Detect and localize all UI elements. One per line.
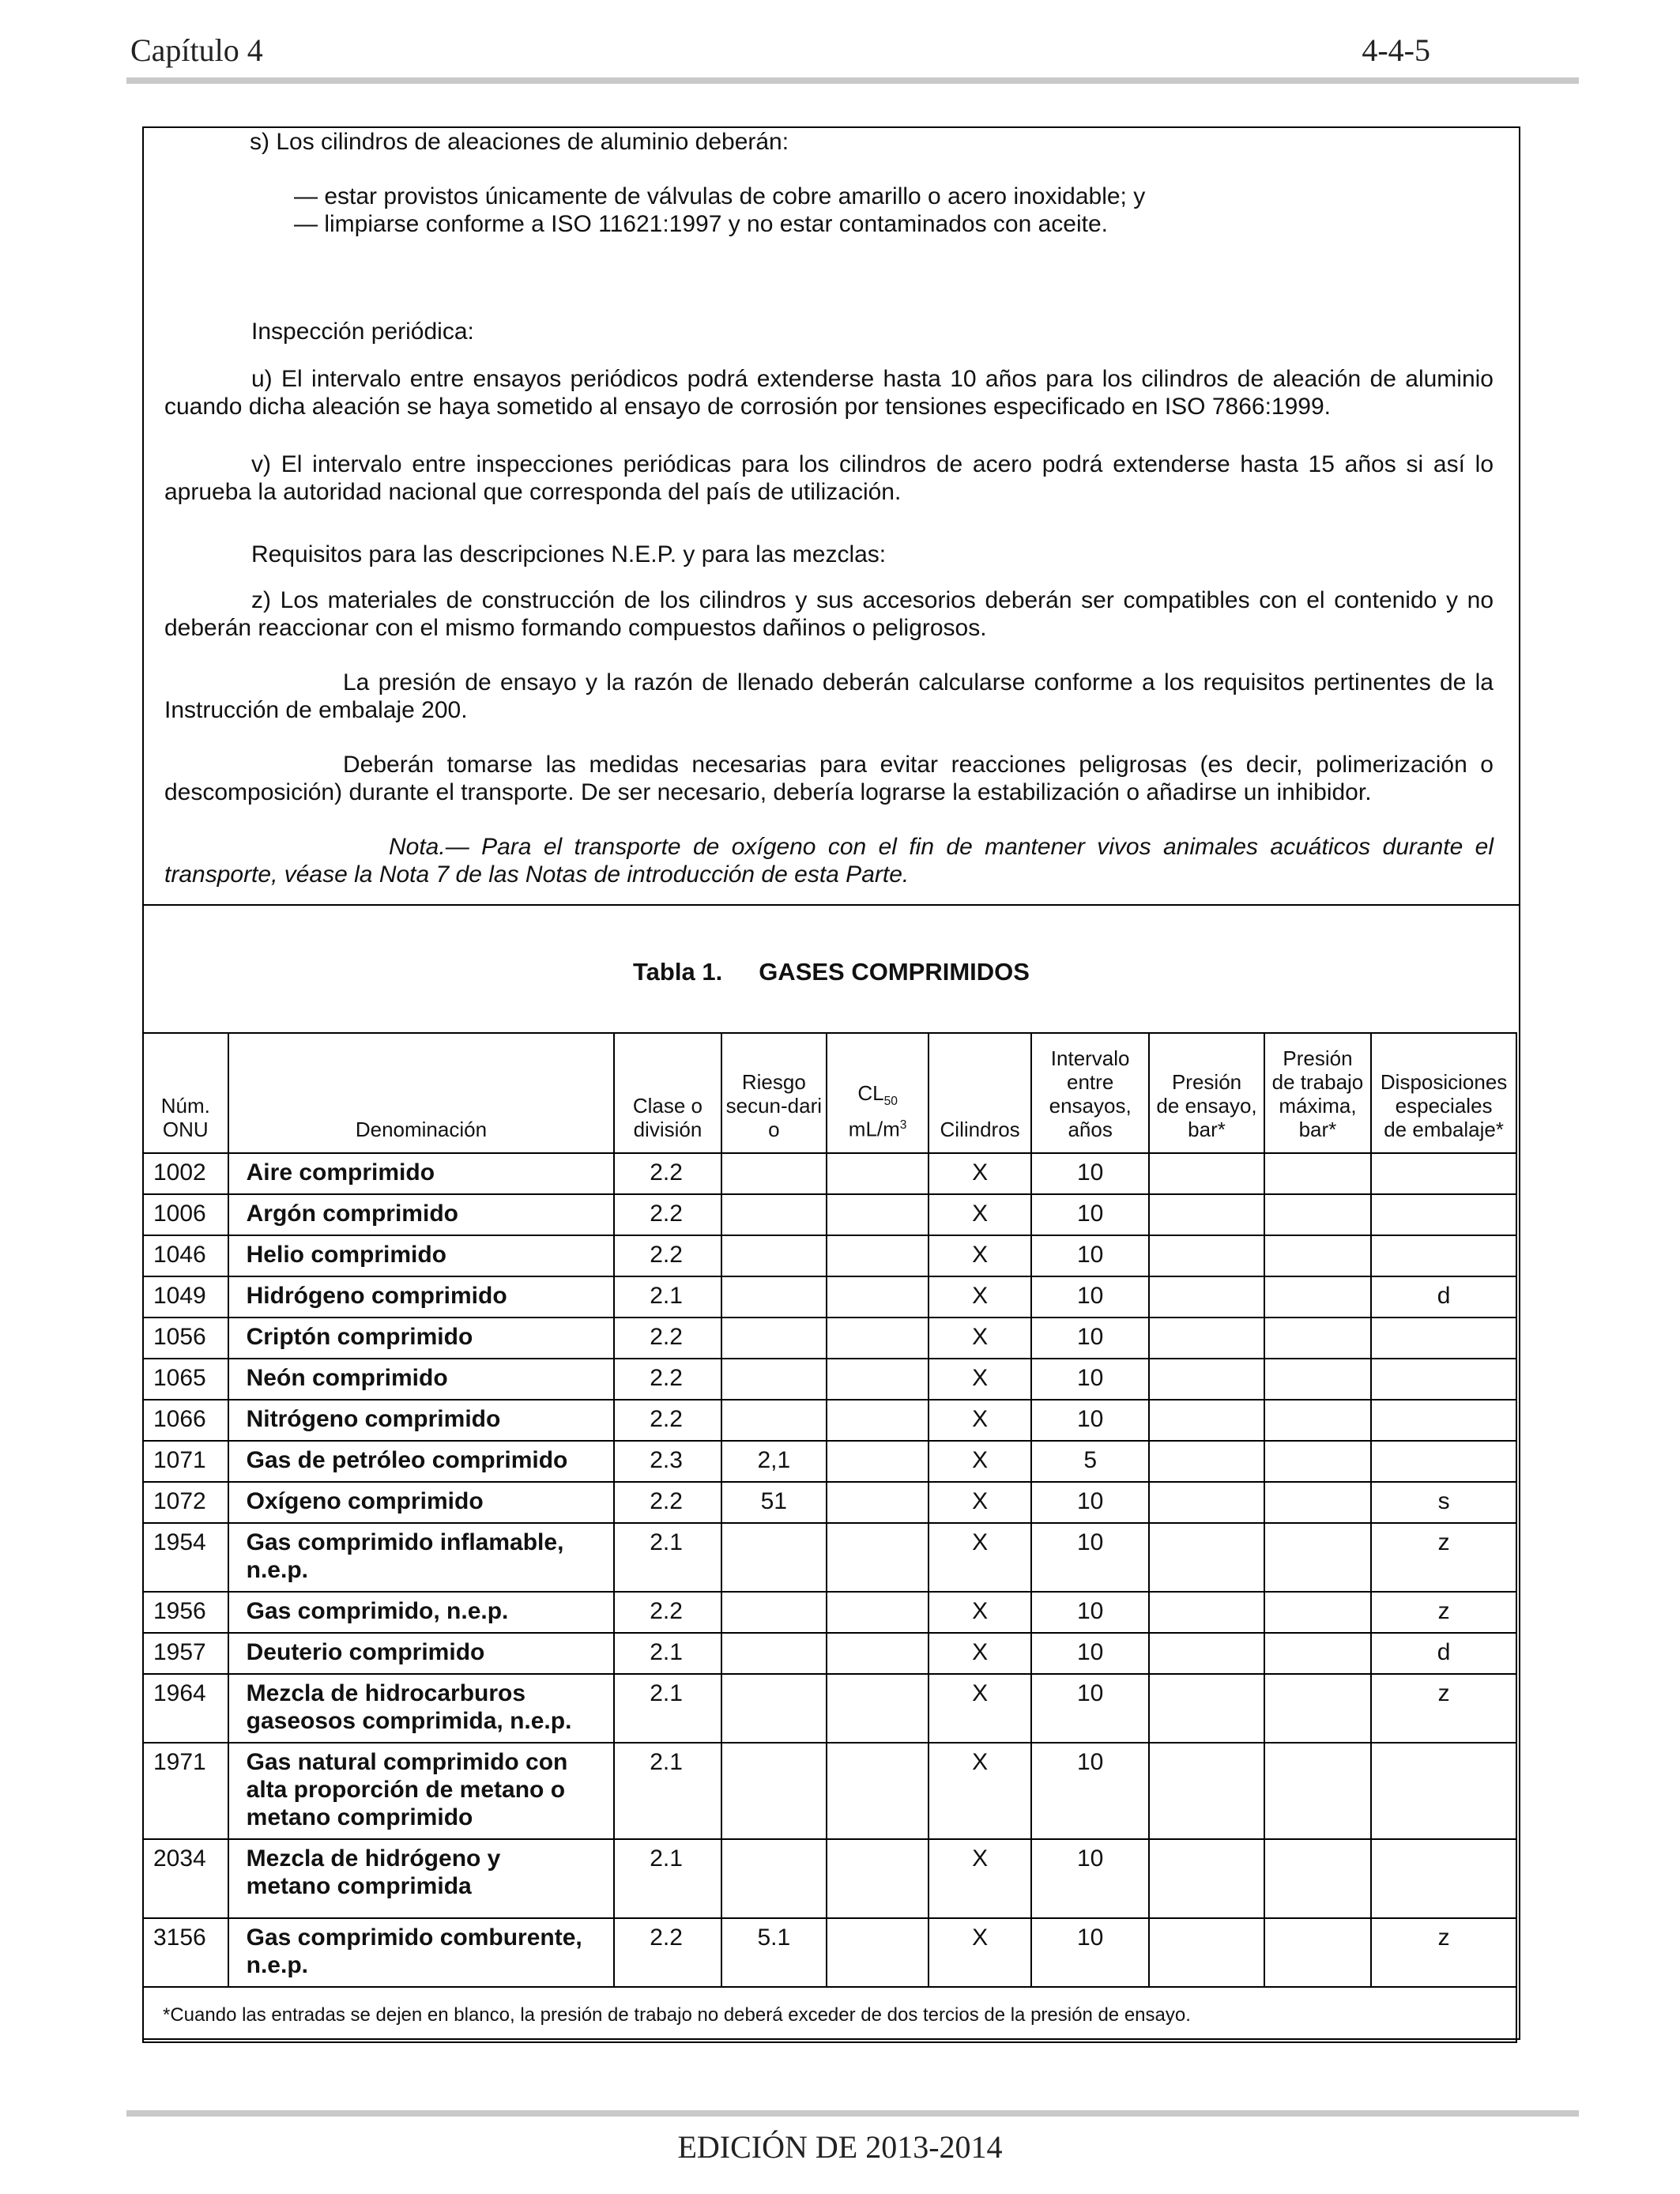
cell-test-pressure (1149, 1674, 1264, 1743)
cell-class: 2.2 (614, 1318, 721, 1359)
cell-un-number: 1049 (143, 1276, 228, 1318)
cell-cylinders: X (929, 1441, 1031, 1482)
cell-class: 2.1 (614, 1674, 721, 1743)
header-working-pressure: Presión de trabajo máxima, bar* (1264, 1033, 1372, 1153)
test-pressure-paragraph: La presión de ensayo y la razón de llenado deberán calcularse conforme a los requisitos pertinentes de la Instrucción de embalaje 200. (164, 669, 1494, 723)
cell-test-pressure (1149, 1276, 1264, 1318)
cell-un-number: 1072 (143, 1482, 228, 1523)
cell-subsidiary-risk: 5.1 (721, 1918, 827, 1987)
cell-working-pressure (1264, 1918, 1372, 1987)
cell-test-pressure (1149, 1318, 1264, 1359)
cell-un-number: 1956 (143, 1592, 228, 1633)
cell-special-provisions (1371, 1359, 1516, 1400)
cell-test-pressure (1149, 1918, 1264, 1987)
cell-cylinders: X (929, 1359, 1031, 1400)
cell-subsidiary-risk (721, 1359, 827, 1400)
cell-working-pressure (1264, 1839, 1372, 1918)
cell-class: 2.1 (614, 1839, 721, 1918)
table-row (143, 1482, 1516, 1523)
cell-special-provisions: z (1371, 1523, 1516, 1592)
cell-un-number: 1056 (143, 1318, 228, 1359)
cell-subsidiary-risk (721, 1276, 827, 1318)
header-name: Denominación (228, 1033, 615, 1153)
provision-s-bullet-1: — estar provistos únicamente de válvulas de cobre amarillo o acero inoxidable; y (294, 183, 1146, 209)
cell-subsidiary-risk (721, 1743, 827, 1839)
cell-test-pressure (1149, 1194, 1264, 1235)
cell-class: 2.1 (614, 1523, 721, 1592)
cell-special-provisions (1371, 1743, 1516, 1839)
cell-test-pressure (1149, 1633, 1264, 1674)
cell-cylinders: X (929, 1318, 1031, 1359)
cell-un-number: 1002 (143, 1153, 228, 1194)
cell-cl50 (827, 1592, 929, 1633)
cell-un-number: 1046 (143, 1235, 228, 1276)
cell-un-number: 1971 (143, 1743, 228, 1839)
cell-class: 2.1 (614, 1633, 721, 1674)
cell-cylinders: X (929, 1194, 1031, 1235)
header-subsidiary-risk: Riesgo secun-dari o (721, 1033, 827, 1153)
cell-test-pressure (1149, 1839, 1264, 1918)
cell-cl50 (827, 1523, 929, 1592)
cell-name: Aire comprimido (228, 1153, 615, 1194)
cell-special-provisions: z (1371, 1918, 1516, 1987)
cell-working-pressure (1264, 1482, 1372, 1523)
cell-un-number: 1066 (143, 1400, 228, 1441)
cell-subsidiary-risk (721, 1318, 827, 1359)
cell-working-pressure (1264, 1592, 1372, 1633)
cell-test-pressure (1149, 1235, 1264, 1276)
cell-test-pressure (1149, 1400, 1264, 1441)
cell-working-pressure (1264, 1235, 1372, 1276)
cell-un-number: 1954 (143, 1523, 228, 1592)
cell-test-interval: 10 (1031, 1839, 1149, 1918)
header-cl50: $CL_{50}$ $mL/m^3$ (827, 1033, 929, 1153)
table-title (144, 958, 1519, 986)
cell-class: 2.2 (614, 1194, 721, 1235)
table-row (143, 1523, 1516, 1592)
cell-name: Mezcla de hidrógeno y metano comprimida (228, 1839, 615, 1918)
cell-class: 2.2 (614, 1592, 721, 1633)
cell-subsidiary-risk: 2,1 (721, 1441, 827, 1482)
cell-un-number: 2034 (143, 1839, 228, 1918)
cell-subsidiary-risk (721, 1592, 827, 1633)
cell-subsidiary-risk: 51 (721, 1482, 827, 1523)
cell-name: Hidrógeno comprimido (228, 1276, 615, 1318)
header-class: Clase o división (614, 1033, 721, 1153)
table-row (143, 1743, 1516, 1839)
cell-cylinders: X (929, 1276, 1031, 1318)
cell-test-interval: 10 (1031, 1235, 1149, 1276)
cell-class: 2.1 (614, 1276, 721, 1318)
provision-z-paragraph: z) Los materiales de construcción de los cilindros y sus accesorios deberán ser compatibles con el contenido y no deberán reaccionar con el mismo formando compuestos dañinos o peligrosos. (164, 587, 1494, 641)
cell-cl50 (827, 1276, 929, 1318)
table-footnote-row (143, 1987, 1516, 2042)
cell-un-number: 1065 (143, 1359, 228, 1400)
cell-test-pressure (1149, 1359, 1264, 1400)
cell-special-provisions: s (1371, 1482, 1516, 1523)
cell-working-pressure (1264, 1674, 1372, 1743)
table-row (143, 1153, 1516, 1194)
cell-working-pressure (1264, 1194, 1372, 1235)
cell-name: Criptón comprimido (228, 1318, 615, 1359)
cell-working-pressure (1264, 1743, 1372, 1839)
cell-cl50 (827, 1743, 929, 1839)
cell-name: Gas natural comprimido con alta proporción de metano o metano comprimido (228, 1743, 615, 1839)
cell-cl50 (827, 1633, 929, 1674)
cell-working-pressure (1264, 1523, 1372, 1592)
table-row (143, 1674, 1516, 1743)
cell-subsidiary-risk (721, 1674, 827, 1743)
cell-test-pressure (1149, 1743, 1264, 1839)
cell-subsidiary-risk (721, 1633, 827, 1674)
cell-name: Argón comprimido (228, 1194, 615, 1235)
header-rule (126, 77, 1579, 84)
cell-test-interval: 5 (1031, 1441, 1149, 1482)
table-row (143, 1276, 1516, 1318)
cell-name: Helio comprimido (228, 1235, 615, 1276)
cell-special-provisions: z (1371, 1674, 1516, 1743)
cell-cl50 (827, 1839, 929, 1918)
cell-cl50 (827, 1918, 929, 1987)
cell-cylinders: X (929, 1839, 1031, 1918)
cell-cylinders: X (929, 1235, 1031, 1276)
provision-s-intro: s) Los cilindros de aleaciones de aluminio deberán: (250, 129, 789, 155)
cell-test-interval: 10 (1031, 1318, 1149, 1359)
cell-test-pressure (1149, 1441, 1264, 1482)
header-un-number: Núm. ONU (143, 1033, 228, 1153)
cell-test-interval: 10 (1031, 1743, 1149, 1839)
cell-class: 2.2 (614, 1235, 721, 1276)
cell-cylinders: X (929, 1153, 1031, 1194)
header-cylinders: Cilindros (929, 1033, 1031, 1153)
cell-un-number: 1957 (143, 1633, 228, 1674)
table-row (143, 1400, 1516, 1441)
cell-special-provisions: d (1371, 1276, 1516, 1318)
page-number: 4-4-5 (1362, 32, 1430, 68)
cell-cylinders: X (929, 1743, 1031, 1839)
cell-test-interval: 10 (1031, 1523, 1149, 1592)
cell-un-number: 1071 (143, 1441, 228, 1482)
cell-name: Gas comprimido, n.e.p. (228, 1592, 615, 1633)
cell-subsidiary-risk (721, 1523, 827, 1592)
cell-name: Gas de petróleo comprimido (228, 1441, 615, 1482)
cell-cylinders: X (929, 1918, 1031, 1987)
provisions-text-box (144, 128, 1519, 906)
cell-test-interval: 10 (1031, 1918, 1149, 1987)
cell-subsidiary-risk (721, 1153, 827, 1194)
cell-class: 2.2 (614, 1482, 721, 1523)
table-row (143, 1359, 1516, 1400)
table-row (143, 1918, 1516, 1987)
cell-cl50 (827, 1194, 929, 1235)
chapter-label: Capítulo 4 (130, 32, 263, 68)
cell-special-provisions (1371, 1235, 1516, 1276)
table-row (143, 1592, 1516, 1633)
cell-class: 2.1 (614, 1743, 721, 1839)
cell-subsidiary-risk (721, 1235, 827, 1276)
cell-name: Nitrógeno comprimido (228, 1400, 615, 1441)
cell-special-provisions (1371, 1194, 1516, 1235)
footer-rule (126, 2110, 1579, 2117)
cell-cl50 (827, 1153, 929, 1194)
cell-working-pressure (1264, 1633, 1372, 1674)
note-paragraph: Nota.— Para el transporte de oxígeno con el fin de mantener vivos animales acuáticos durante el transporte, véase la Nota 7 de las Notas de introducción de esta Parte. (164, 834, 1494, 888)
cell-class: 2.3 (614, 1441, 721, 1482)
gases-table (142, 1032, 1517, 2043)
cell-working-pressure (1264, 1153, 1372, 1194)
cell-test-pressure (1149, 1523, 1264, 1592)
cell-test-interval: 10 (1031, 1633, 1149, 1674)
nep-requirements-heading: Requisitos para las descripciones N.E.P. y para las mezclas: (251, 541, 887, 567)
content-frame (142, 126, 1520, 2040)
cell-special-provisions (1371, 1318, 1516, 1359)
table-row (143, 1633, 1516, 1674)
cell-cylinders: X (929, 1400, 1031, 1441)
cell-class: 2.2 (614, 1359, 721, 1400)
cell-test-pressure (1149, 1482, 1264, 1523)
table-row (143, 1441, 1516, 1482)
cell-cl50 (827, 1400, 929, 1441)
cell-test-pressure (1149, 1592, 1264, 1633)
cell-cl50 (827, 1674, 929, 1743)
edition-label: EDICIÓN DE 2013-2014 (677, 2129, 1003, 2165)
cell-special-provisions (1371, 1441, 1516, 1482)
provision-s-bullet-2: — limpiarse conforme a ISO 11621:1997 y no estar contaminados con aceite. (294, 211, 1109, 237)
measures-paragraph: Deberán tomarse las medidas necesarias para evitar reacciones peligrosas (es decir, polimerización o descomposición) durante el transporte. De ser necesario, debería lograrse la estabilización o añadirse un inhibidor. (164, 752, 1494, 805)
cell-test-interval: 10 (1031, 1276, 1149, 1318)
cell-test-interval: 10 (1031, 1359, 1149, 1400)
table-header-row (143, 1033, 1516, 1153)
provision-u-paragraph: u) El intervalo entre ensayos periódicos podrá extenderse hasta 10 años para los cilindros de aleación de aluminio cuando dicha aleación se haya sometido al ensayo de corrosión por tensiones especificado en ISO 7866:1999. (164, 366, 1494, 420)
table-row (143, 1194, 1516, 1235)
cell-cl50 (827, 1441, 929, 1482)
cell-test-interval: 10 (1031, 1400, 1149, 1441)
cell-working-pressure (1264, 1441, 1372, 1482)
cell-cylinders: X (929, 1633, 1031, 1674)
cell-un-number: 1964 (143, 1674, 228, 1743)
cell-cl50 (827, 1235, 929, 1276)
cell-test-interval: 10 (1031, 1674, 1149, 1743)
cell-un-number: 3156 (143, 1918, 228, 1987)
cell-cl50 (827, 1359, 929, 1400)
cell-special-provisions (1371, 1400, 1516, 1441)
cell-subsidiary-risk (721, 1400, 827, 1441)
table-name: GASES COMPRIMIDOS (759, 958, 1030, 986)
cell-cylinders: X (929, 1523, 1031, 1592)
cell-cylinders: X (929, 1482, 1031, 1523)
table-body (143, 1153, 1516, 1987)
header-test-interval: Intervalo entre ensayos, años (1031, 1033, 1149, 1153)
cell-cl50 (827, 1318, 929, 1359)
cell-test-interval: 10 (1031, 1592, 1149, 1633)
cell-cylinders: X (929, 1674, 1031, 1743)
cell-test-interval: 10 (1031, 1194, 1149, 1235)
cell-class: 2.2 (614, 1918, 721, 1987)
header-special-provisions: Disposiciones especiales de embalaje* (1371, 1033, 1516, 1153)
cell-working-pressure (1264, 1276, 1372, 1318)
cell-class: 2.2 (614, 1400, 721, 1441)
cell-name: Mezcla de hidrocarburos gaseosos comprimida, n.e.p. (228, 1674, 615, 1743)
cell-test-interval: 10 (1031, 1153, 1149, 1194)
table-row (143, 1839, 1516, 1918)
cell-working-pressure (1264, 1359, 1372, 1400)
cell-subsidiary-risk (721, 1839, 827, 1918)
cell-test-interval: 10 (1031, 1482, 1149, 1523)
cell-cylinders: X (929, 1592, 1031, 1633)
cell-working-pressure (1264, 1400, 1372, 1441)
cell-name: Neón comprimido (228, 1359, 615, 1400)
cell-name: Gas comprimido inflamable, n.e.p. (228, 1523, 615, 1592)
cell-name: Oxígeno comprimido (228, 1482, 615, 1523)
cell-special-provisions: z (1371, 1592, 1516, 1633)
cell-name: Deuterio comprimido (228, 1633, 615, 1674)
table-footnote: *Cuando las entradas se dejen en blanco, la presión de trabajo no deberá exceder de dos tercios de la presión de ensayo. (143, 1987, 1516, 2042)
cell-special-provisions: d (1371, 1633, 1516, 1674)
cell-test-pressure (1149, 1153, 1264, 1194)
table-label: Tabla 1. (633, 958, 723, 986)
table-row (143, 1235, 1516, 1276)
cell-name: Gas comprimido comburente, n.e.p. (228, 1918, 615, 1987)
provision-v-paragraph: v) El intervalo entre inspecciones periódicas para los cilindros de acero podrá extenderse hasta 15 años si así lo aprueba la autoridad nacional que corresponda del país de utilización. (164, 451, 1494, 505)
periodic-inspection-heading: Inspección periódica: (251, 319, 474, 345)
table-row (143, 1318, 1516, 1359)
cell-cl50 (827, 1482, 929, 1523)
cell-special-provisions (1371, 1839, 1516, 1918)
cell-un-number: 1006 (143, 1194, 228, 1235)
cell-class: 2.2 (614, 1153, 721, 1194)
cell-subsidiary-risk (721, 1194, 827, 1235)
cell-working-pressure (1264, 1318, 1372, 1359)
cell-special-provisions (1371, 1153, 1516, 1194)
header-test-pressure: Presión de ensayo, bar* (1149, 1033, 1264, 1153)
